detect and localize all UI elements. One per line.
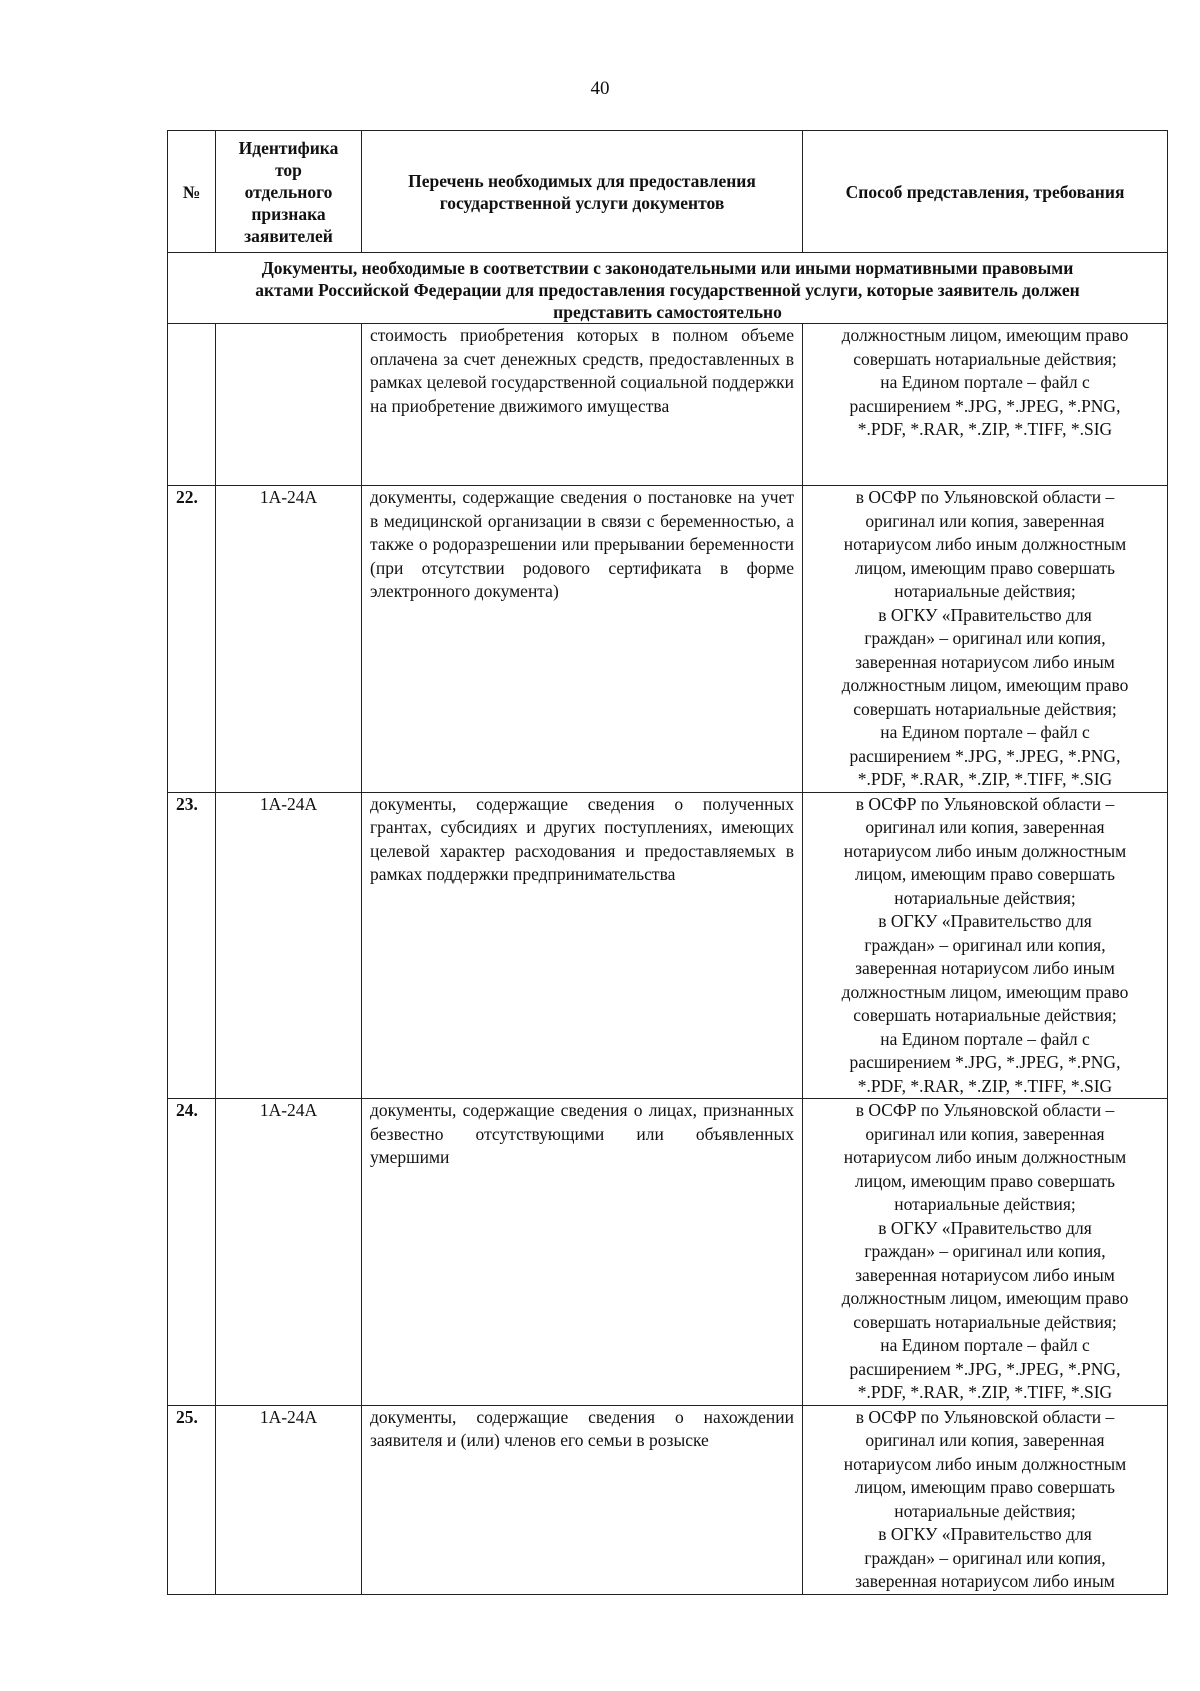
method-line: на Едином портале – файл с — [880, 722, 1090, 742]
method-line: расширением *.JPG, *.JPEG, *.PNG, — [849, 745, 1121, 766]
method-line: *.PDF, *.RAR, *.ZIP, *.TIFF, *.SIG — [857, 419, 1113, 439]
row-identifier: 1А-24А — [216, 1099, 362, 1406]
method-line: в ОГКУ «Правительство для — [878, 1217, 1092, 1238]
method-line: оригинал или копия, заверенная — [865, 510, 1105, 531]
row-identifier — [216, 324, 362, 486]
method-line: на Едином портале – файл с — [880, 1335, 1090, 1355]
section-title-line: актами Российской Федерации для предоставления государственной услуги, которые заявитель должен — [255, 280, 1080, 300]
row-identifier: 1А-24А — [216, 1405, 362, 1594]
section-title-line: Документы, необходимые в соответствии с законодательными или иными нормативными правовыми — [261, 258, 1074, 278]
method-line: в ОСФР по Ульяновской области – — [855, 1100, 1115, 1120]
row-method — [803, 1405, 1168, 1594]
method-line: нотариусом либо иным должностным — [843, 534, 1127, 554]
row-number: 23. — [168, 792, 216, 1099]
method-line: заверенная нотариусом либо иным — [855, 1264, 1115, 1285]
method-line: в ОГКУ «Правительство для — [878, 911, 1092, 931]
method-line: расширением *.JPG, *.JPEG, *.PNG, — [849, 1358, 1121, 1379]
row-description: стоимость приобретения которых в полном объеме оплачена за счет денежных средств, предоставленных в рамках целевой государственной социальной поддержки на приобретение движимого имущества — [362, 324, 803, 486]
method-line: оригинал или копия, заверенная — [865, 1430, 1105, 1450]
method-line: лицом, имеющим право совершать — [854, 1170, 1116, 1191]
section-title — [168, 253, 1168, 324]
method-line: расширением *.JPG, *.JPEG, *.PNG, — [849, 1052, 1121, 1072]
method-line: лицом, имеющим право совершать — [854, 864, 1116, 884]
method-line: в ОГКУ «Правительство для — [878, 1524, 1092, 1544]
method-line: заверенная нотариусом либо иным — [855, 651, 1115, 672]
method-line: нотариусом либо иным должностным — [843, 1147, 1127, 1167]
section-title-line: представить самостоятельно — [553, 302, 782, 322]
method-line: *.PDF, *.RAR, *.ZIP, *.TIFF, *.SIG — [857, 769, 1113, 789]
method-line: совершать нотариальные действия; — [853, 348, 1117, 369]
method-line: нотариусом либо иным должностным — [843, 1453, 1127, 1474]
method-line: заверенная нотариусом либо иным — [855, 958, 1115, 978]
header-documents-line: государственной услуги документов — [439, 192, 725, 213]
method-line: лицом, имеющим право совершать — [854, 557, 1116, 578]
row-identifier: 1А-24А — [216, 792, 362, 1099]
method-line: в ОСФР по Ульяновской области – — [855, 1406, 1115, 1427]
method-line: на Едином портале – файл с — [880, 372, 1090, 392]
header-documents — [362, 131, 803, 253]
method-line: на Едином портале – файл с — [880, 1028, 1090, 1049]
method-line: *.PDF, *.RAR, *.ZIP, *.TIFF, *.SIG — [857, 1382, 1113, 1402]
method-line: оригинал или копия, заверенная — [865, 817, 1105, 837]
row-description: документы, содержащие сведения о полученных грантах, субсидиях и других поступлениях, имеющих целевой характер расходования и предоставляемых в рамках поддержки предпринимательства — [362, 792, 803, 1099]
method-line: граждан» – оригинал или копия, — [864, 1241, 1106, 1261]
method-line: *.PDF, *.RAR, *.ZIP, *.TIFF, *.SIG — [857, 1075, 1113, 1096]
method-line: в ОГКУ «Правительство для — [878, 604, 1092, 625]
header-identifier-line: заявителей — [244, 225, 333, 246]
row-identifier: 1А-24А — [216, 486, 362, 793]
header-documents-line: Перечень необходимых для предоставления — [408, 170, 756, 191]
method-line: в ОСФР по Ульяновской области – — [855, 487, 1115, 507]
method-line: нотариусом либо иным должностным — [843, 840, 1127, 861]
row-description: документы, содержащие сведения о нахождении заявителя и (или) членов его семьи в розыске — [362, 1405, 803, 1594]
table-row — [168, 1099, 1168, 1406]
row-number: 25. — [168, 1405, 216, 1594]
method-line: совершать нотариальные действия; — [853, 1311, 1117, 1332]
row-number: 22. — [168, 486, 216, 793]
table-row — [168, 486, 1168, 793]
row-description: документы, содержащие сведения о постановке на учет в медицинской организации в связи с беременностью, а также о родоразрешении или прерывании беременности (при отсутствии родового сертификата в форме электронного документа) — [362, 486, 803, 793]
row-method — [803, 324, 1168, 486]
page-number: 40 — [590, 78, 610, 99]
method-line: в ОСФР по Ульяновской области – — [855, 793, 1115, 814]
method-line: должностным лицом, имеющим право — [841, 675, 1129, 695]
method-line: нотариальные действия; — [894, 887, 1076, 908]
method-line: нотариальные действия; — [894, 1500, 1076, 1521]
header-identifier-line: Идентифика — [238, 137, 339, 158]
method-line: должностным лицом, имеющим право — [841, 981, 1129, 1002]
header-num: № — [168, 131, 216, 253]
row-number — [168, 324, 216, 486]
row-method — [803, 792, 1168, 1099]
header-method: Способ представления, требования — [803, 131, 1168, 253]
method-line: должностным лицом, имеющим право — [841, 1288, 1129, 1308]
method-line: граждан» – оригинал или копия, — [864, 628, 1106, 648]
header-identifier-line: признака — [251, 203, 326, 224]
row-number: 24. — [168, 1099, 216, 1406]
table-row — [168, 792, 1168, 1099]
method-line: граждан» – оригинал или копия, — [864, 1547, 1106, 1568]
method-line: оригинал или копия, заверенная — [865, 1123, 1105, 1144]
method-line: граждан» – оригинал или копия, — [864, 934, 1106, 955]
header-identifier-line: тор — [275, 159, 302, 180]
row-method — [803, 1099, 1168, 1406]
method-line: нотариальные действия; — [894, 1194, 1076, 1214]
section-row — [168, 253, 1168, 324]
row-description: документы, содержащие сведения о лицах, признанных безвестно отсутствующими или объявленных умершими — [362, 1099, 803, 1406]
table-row — [168, 1405, 1168, 1594]
method-line: заверенная нотариусом либо иным — [855, 1571, 1115, 1591]
header-identifier-line: отдельного — [244, 181, 333, 202]
table-header-row — [168, 131, 1168, 253]
method-line: нотариальные действия; — [894, 581, 1076, 601]
method-line: расширением *.JPG, *.JPEG, *.PNG, — [849, 395, 1121, 416]
table-row — [168, 324, 1168, 486]
method-line: совершать нотариальные действия; — [853, 698, 1117, 719]
method-line: лицом, имеющим право совершать — [854, 1477, 1116, 1497]
method-line: должностным лицом, имеющим право — [841, 325, 1129, 345]
method-line: совершать нотариальные действия; — [853, 1005, 1117, 1025]
row-method — [803, 486, 1168, 793]
documents-table — [167, 130, 1168, 1595]
header-identifier — [216, 131, 362, 253]
